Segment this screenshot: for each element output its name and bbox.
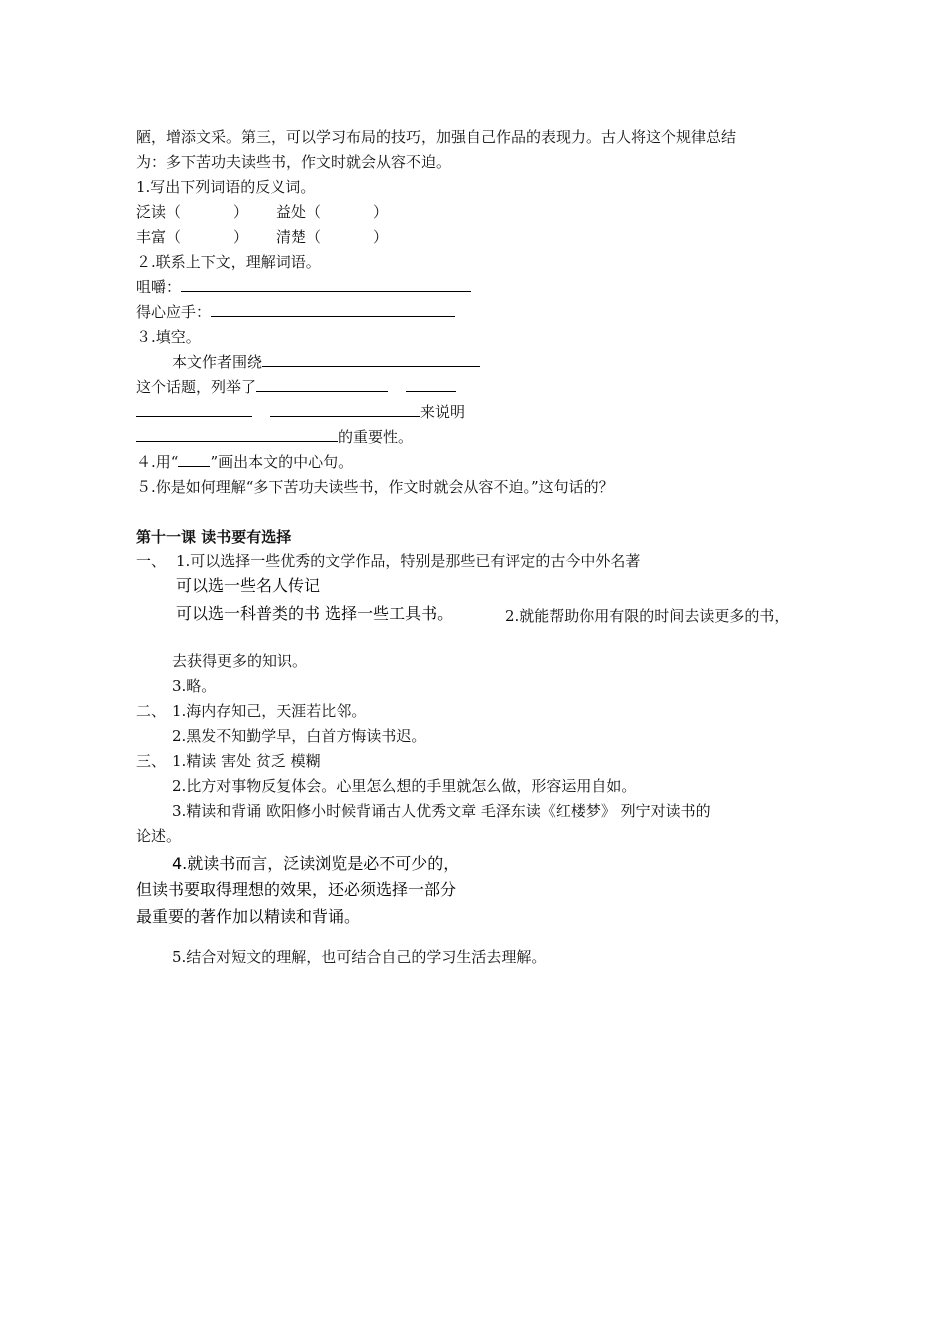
fill-row <box>136 401 465 423</box>
section-title: 第十一课 读书要有选择 <box>136 528 292 546</box>
section-label: 三、 <box>136 752 167 770</box>
answer-line[interactable] <box>181 276 471 292</box>
answer-line: 论述。 <box>136 827 182 845</box>
answer-line: 1.海内存知己，天涯若比邻。 <box>172 702 367 720</box>
answer-line: 1.精读 害处 贫乏 模糊 <box>172 752 321 770</box>
answer-line[interactable] <box>256 376 388 392</box>
handwritten-answer: 可以选一科普类的书 选择一些工具书。 <box>176 604 454 623</box>
handwritten-answer: 4.就读书而言，泛读浏览是必不可少的， <box>172 854 460 873</box>
fill-row <box>136 376 456 398</box>
passage-line: 陋，增添文采。第三，可以学习布局的技巧，加强自己作品的表现力。古人将这个规律总结 <box>136 128 737 146</box>
answer-line[interactable] <box>406 376 456 392</box>
fill-row <box>172 351 480 373</box>
answer-line: 5.结合对短文的理解，也可结合自己的学习生活去理解。 <box>172 948 547 966</box>
answer-line[interactable] <box>211 301 455 317</box>
answer-line: 2.比方对事物反复体会。心里怎么想的手里就怎么做，形容运用自如。 <box>172 777 637 795</box>
answer-line: 1.可以选择一些优秀的文学作品，特别是那些已有评定的古今中外名著 <box>176 552 641 570</box>
handwritten-answer: 最重要的著作加以精读和背诵。 <box>136 907 361 926</box>
section-label: 二、 <box>136 702 167 720</box>
answer-line[interactable] <box>262 351 480 367</box>
paren-close: ） <box>233 228 249 246</box>
underline-sample <box>178 451 210 467</box>
paren-close: ） <box>233 203 249 221</box>
question-prompt: ３.填空。 <box>136 328 201 346</box>
term-row <box>136 301 455 323</box>
antonym-term: 清楚（ <box>276 228 322 246</box>
term-row <box>136 276 471 298</box>
answer-line[interactable] <box>136 401 252 417</box>
term-label: 咀嚼： <box>136 278 182 296</box>
paren-close: ） <box>373 228 389 246</box>
passage-line: 为：多下苦功夫读些书，作文时就会从容不迫。 <box>136 153 452 171</box>
answer-line[interactable] <box>136 426 338 442</box>
question-prompt: ５.你是如何理解“多下苦功夫读些书，作文时就会从容不迫。”这句话的？ <box>136 478 614 496</box>
fill-text: 的重要性。 <box>338 428 414 446</box>
answer-line[interactable] <box>270 401 420 417</box>
fill-text: 这个话题，列举了 <box>136 378 257 396</box>
handwritten-answer: 但读书要取得理想的效果，还必须选择一部分 <box>136 880 457 899</box>
question-prompt: ４.用“ ”画出本文的中心句。 <box>136 453 354 471</box>
antonym-row <box>136 226 388 248</box>
term-label: 得心应手： <box>136 303 212 321</box>
section-label: 一、 <box>136 552 167 570</box>
antonym-term: 益处（ <box>276 203 322 221</box>
handwritten-answer: 可以选一些名人传记 <box>176 576 321 595</box>
fill-row <box>136 426 413 448</box>
answer-line: 2.就能帮助你用有限的时间去读更多的书， <box>505 607 790 625</box>
answer-line: 3.略。 <box>172 677 217 695</box>
antonym-row <box>136 201 388 223</box>
antonym-term: 泛读（ <box>136 203 182 221</box>
answer-line: 去获得更多的知识。 <box>172 652 308 670</box>
question-prompt: 1.写出下列词语的反义词。 <box>136 178 316 196</box>
paren-close: ） <box>373 203 389 221</box>
fill-text: 本文作者围绕 <box>172 353 263 371</box>
answer-line: 3.精读和背诵 欧阳修小时候背诵古人优秀文章 毛泽东读《红楼梦》 列宁对读书的 <box>172 802 711 820</box>
antonym-term: 丰富（ <box>136 228 182 246</box>
answer-line: 2.黑发不知勤学早，白首方悔读书迟。 <box>172 727 427 745</box>
question-prompt: ２.联系上下文，理解词语。 <box>136 253 321 271</box>
fill-text: 来说明 <box>420 403 466 421</box>
